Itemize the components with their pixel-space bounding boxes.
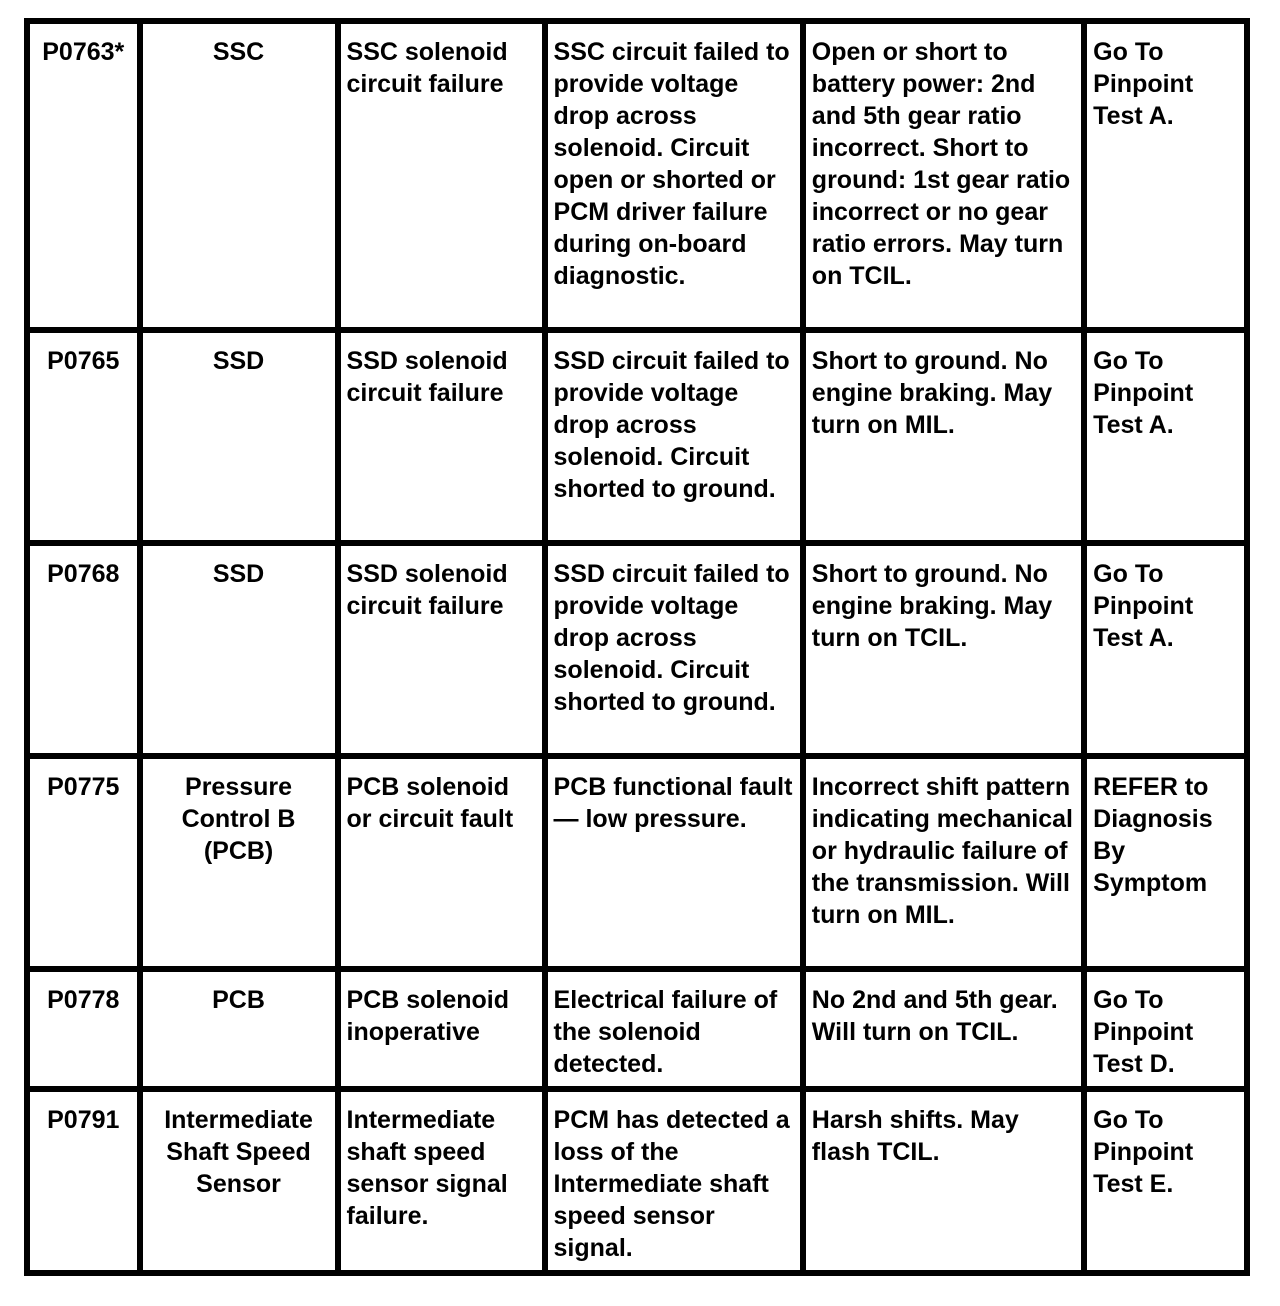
dtc-code-cell: P0765 (27, 330, 140, 543)
condition-cell: PCM has detected a loss of the Intermediate shaft speed sensor signal. (545, 1089, 803, 1273)
condition-cell: SSD circuit failed to provide voltage drop across solenoid. Circuit shorted to ground. (545, 330, 803, 543)
description-cell: SSC solenoid circuit failure (338, 21, 545, 330)
dtc-code-cell: P0768 (27, 543, 140, 756)
action-cell: Go To Pinpoint Test A. (1084, 330, 1247, 543)
component-cell: SSD (140, 543, 338, 756)
table-row (27, 21, 1247, 330)
symptom-cell: No 2nd and 5th gear. Will turn on TCIL. (803, 969, 1084, 1089)
symptom-cell: Harsh shifts. May flash TCIL. (803, 1089, 1084, 1273)
action-cell: Go To Pinpoint Test E. (1084, 1089, 1247, 1273)
table-row (27, 543, 1247, 756)
description-cell: SSD solenoid circuit failure (338, 543, 545, 756)
component-cell: Pressure Control B (PCB) (140, 756, 338, 969)
symptom-cell: Short to ground. No engine braking. May turn on TCIL. (803, 543, 1084, 756)
action-cell: Go To Pinpoint Test A. (1084, 21, 1247, 330)
symptom-cell: Open or short to battery power: 2nd and 5th gear ratio incorrect. Short to ground: 1st gear ratio incorrect or no gear ratio errors. May turn on TCIL. (803, 21, 1084, 330)
dtc-table (24, 18, 1250, 1276)
action-cell: Go To Pinpoint Test A. (1084, 543, 1247, 756)
table-row (27, 969, 1247, 1089)
description-cell: SSD solenoid circuit failure (338, 330, 545, 543)
dtc-code-cell: P0791 (27, 1089, 140, 1273)
table-row (27, 330, 1247, 543)
symptom-cell: Short to ground. No engine braking. May turn on MIL. (803, 330, 1084, 543)
action-cell: REFER to Diagnosis By Symptom (1084, 756, 1247, 969)
dtc-code-cell: P0778 (27, 969, 140, 1089)
condition-cell: SSC circuit failed to provide voltage drop across solenoid. Circuit open or shorted or PCM driver failure during on-board diagnostic. (545, 21, 803, 330)
dtc-code-cell: P0763* (27, 21, 140, 330)
condition-cell: PCB functional fault — low pressure. (545, 756, 803, 969)
table-row (27, 756, 1247, 969)
component-cell: Intermediate Shaft Speed Sensor (140, 1089, 338, 1273)
description-cell: PCB solenoid or circuit fault (338, 756, 545, 969)
condition-cell: SSD circuit failed to provide voltage drop across solenoid. Circuit shorted to ground. (545, 543, 803, 756)
component-cell: PCB (140, 969, 338, 1089)
symptom-cell: Incorrect shift pattern indicating mechanical or hydraulic failure of the transmission. Will turn on MIL. (803, 756, 1084, 969)
description-cell: PCB solenoid inoperative (338, 969, 545, 1089)
dtc-code-cell: P0775 (27, 756, 140, 969)
action-cell: Go To Pinpoint Test D. (1084, 969, 1247, 1089)
table-row (27, 1089, 1247, 1273)
condition-cell: Electrical failure of the solenoid detected. (545, 969, 803, 1089)
component-cell: SSC (140, 21, 338, 330)
description-cell: Intermediate shaft speed sensor signal failure. (338, 1089, 545, 1273)
component-cell: SSD (140, 330, 338, 543)
